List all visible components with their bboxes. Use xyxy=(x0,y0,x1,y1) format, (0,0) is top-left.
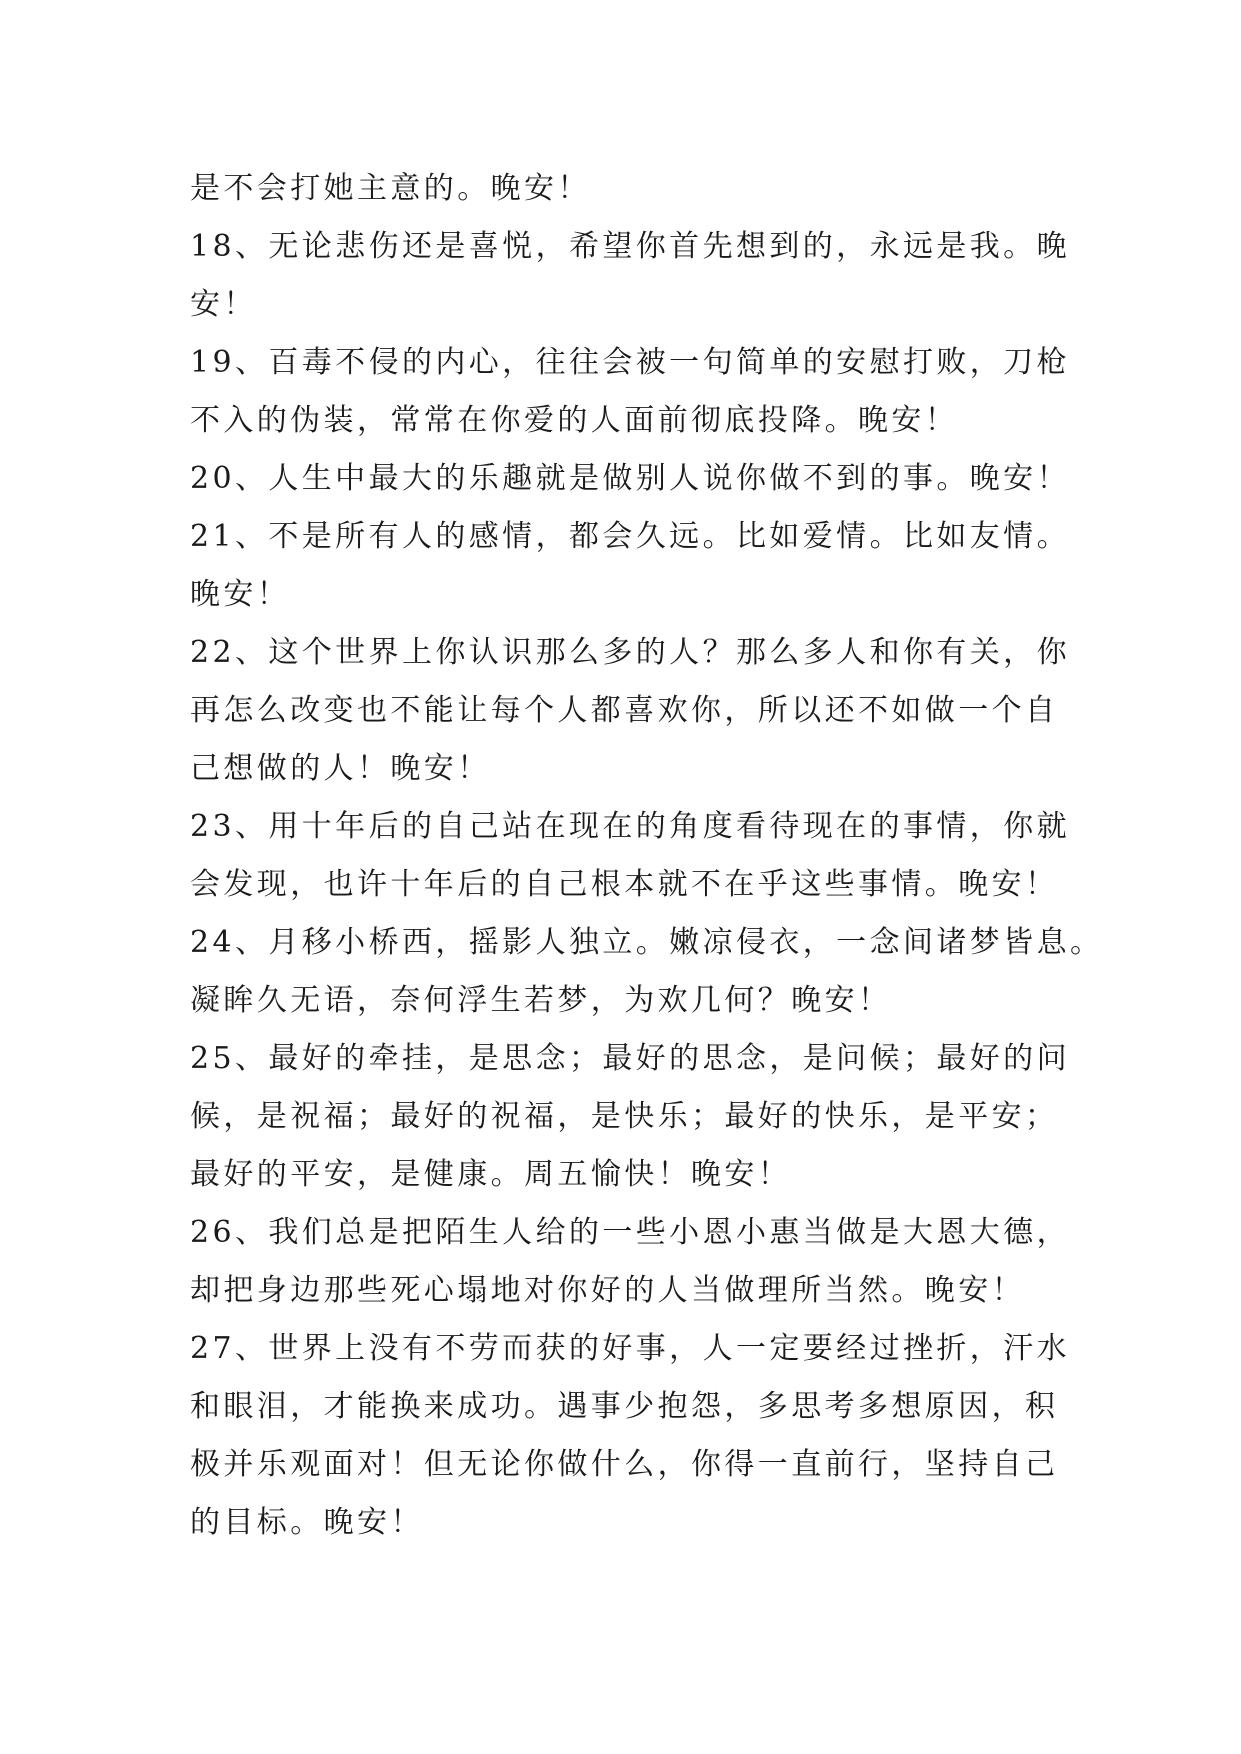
text-line: 己想做的人！晚安！ xyxy=(190,751,491,786)
text-line: 的目标。晚安！ xyxy=(190,1505,424,1540)
text-line: 是不会打她主意的。晚安！ xyxy=(190,171,591,206)
document-body xyxy=(190,160,1104,1552)
text-line: 最好的平安，是健康。周五愉快！晚安！ xyxy=(190,1157,792,1192)
text-line: 21、不是所有人的感情，都会久远。比如爱情。比如友情。 xyxy=(190,519,1070,554)
text-line: 晚安！ xyxy=(190,577,291,612)
text-line: 25、最好的牵挂，是思念；最好的思念，是问候；最好的问 xyxy=(190,1041,1070,1076)
text-line: 却把身边那些死心塌地对你好的人当做理所当然。晚安！ xyxy=(190,1273,1025,1308)
text-line: 和眼泪，才能换来成功。遇事少抱怨，多思考多想原因，积 xyxy=(190,1389,1059,1424)
text-line: 凝眸久无语，奈何浮生若梦，为欢几何？晚安！ xyxy=(190,983,892,1018)
text-line: 不入的伪装，常常在你爱的人面前彻底投降。晚安！ xyxy=(190,403,959,438)
text-line: 18、无论悲伤还是喜悦，希望你首先想到的，永远是我。晚 xyxy=(190,229,1070,264)
text-line: 27、世界上没有不劳而获的好事，人一定要经过挫折，汗水 xyxy=(190,1331,1070,1366)
text-line: 23、用十年后的自己站在现在的角度看待现在的事情，你就 xyxy=(190,809,1070,844)
text-line: 19、百毒不侵的内心，往往会被一句简单的安慰打败，刀枪 xyxy=(190,345,1070,380)
text-line: 20、人生中最大的乐趣就是做别人说你做不到的事。晚安！ xyxy=(190,461,1070,496)
text-line: 安！ xyxy=(190,287,257,322)
text-line: 26、我们总是把陌生人给的一些小恩小惠当做是大恩大德， xyxy=(190,1215,1070,1250)
text-line: 极并乐观面对！但无论你做什么，你得一直前行，坚持自己 xyxy=(190,1447,1059,1482)
text-line: 22、这个世界上你认识那么多的人？那么多人和你有关，你 xyxy=(190,635,1070,670)
text-line: 候，是祝福；最好的祝福，是快乐；最好的快乐，是平安； xyxy=(190,1099,1059,1134)
text-line: 24、月移小桥西，摇影人独立。嫩凉侵衣，一念间诸梦皆息。 xyxy=(190,925,1104,960)
text-line: 会发现，也许十年后的自己根本就不在乎这些事情。晚安！ xyxy=(190,867,1059,902)
text-line: 再怎么改变也不能让每个人都喜欢你，所以还不如做一个自 xyxy=(190,693,1059,728)
